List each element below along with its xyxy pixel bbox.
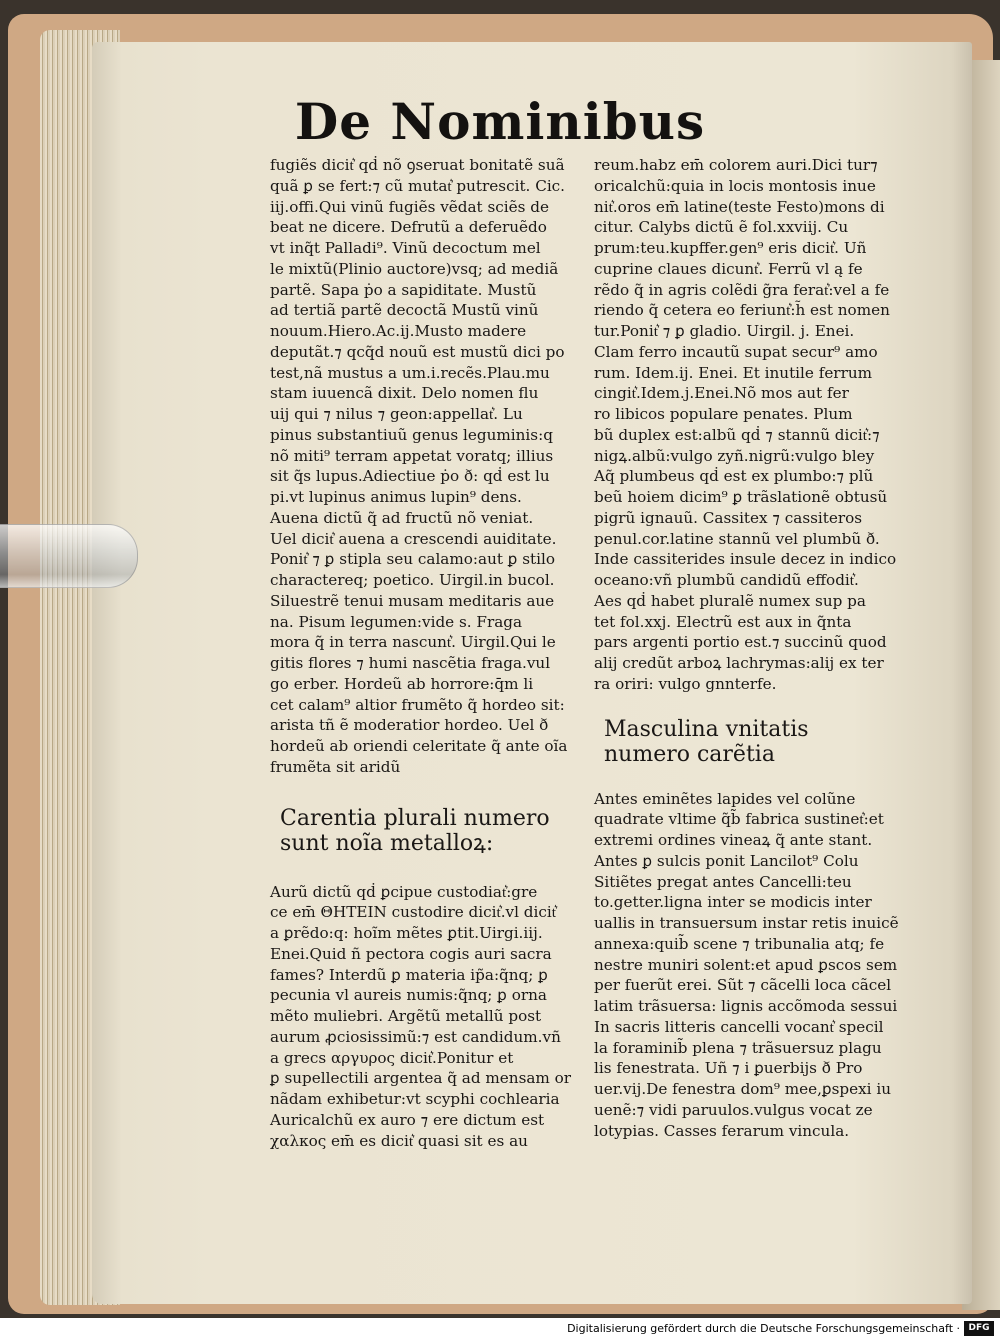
text-line: annexa:quib̃ scene ⁊ tribunalia atq; fe — [594, 934, 885, 953]
text-line: Enei.Quid ñ pectora cogis auri sacra — [270, 944, 552, 963]
text-line: prum:teu.kupffer.gen⁹ eris dicit͛. Uñ — [594, 239, 867, 257]
text-line: Inde cassiterides insule decez in indico — [594, 550, 897, 569]
text-line: sit q̃s lupus.Adiectiue ṗo ð: qḋ est lu — [270, 467, 550, 486]
text-line: uallis in transuersum instar retis inuicẽ — [594, 914, 899, 932]
text-line: vt inq̃t Palladi⁹. Vinũ decoctum mel — [270, 239, 541, 257]
text-line: cet calam⁹ altior frumẽto q̃ hordeo sit: — [270, 695, 565, 714]
text-line: nigꝝ.albũ:vulgo zyñ.nigrũ:vulgo bley — [594, 446, 875, 465]
text-line: quadrate vltime q̃b̃ fabrica sustinet͛:et — [594, 810, 884, 829]
text-line: pecunia vl aureis numis:q̃nq; ꝑ orna — [270, 986, 547, 1005]
text-line: Siluestrẽ tenui musam meditaris aue — [270, 591, 555, 610]
text-line: Auricalchũ ex auro ⁊ ere dictum est — [270, 1110, 545, 1129]
text-line: fames? Interdũ ꝑ materia ip̃a:q̃nq; ꝑ — [270, 965, 548, 984]
text-line: tur.Ponit͛ ⁊ ꝑ gladio. Uirgil. j. Enei. — [594, 322, 855, 340]
text-line: Sitiẽtes pregat antes Cancelli:teu — [594, 872, 852, 891]
text-line: quã ꝑ se fert:⁊ cũ mutat͛ putrescit. Cic. — [270, 176, 566, 195]
text-line: ad tertiã partẽ decoctã Mustũ vinũ — [270, 301, 539, 320]
text-line: beũ hoiem dicim⁹ ꝑ trãslationẽ obtusũ — [594, 488, 888, 506]
text-line: le mixtũ(Plinio auctore)vsq; ad mediã — [270, 259, 559, 278]
text-line: to.getter.ligna inter se modicis inter — [594, 893, 872, 912]
text-line: ꝑ supellectili argentea q̃ ad mensam or — [270, 1069, 572, 1088]
text-line: per fuerũt erei. Sũt ⁊ cãcelli loca cãcel — [594, 976, 892, 995]
text-line: tet fol.xxj. Electrũ est aux in q̃nta — [594, 612, 852, 631]
text-line: deputãt.⁊ qcq̃d nouũ est mustũ dici po — [270, 342, 565, 361]
text-line: Clam ferro incautũ supat secur⁹ amo — [594, 342, 878, 361]
text-line: na. Pisum legumen:vide s. Fraga — [270, 612, 523, 631]
text-line: ce em̄ ΘΗΤΕΙΝ custodire dicit͛.vl dicit͛ — [270, 903, 556, 922]
text-line: Auena dictũ q̃ ad fructũ nõ veniat. — [270, 508, 534, 527]
text-line: hordeũ ab oriendi celeritate q̃ ante oĩa — [270, 737, 568, 755]
text-line: la foraminib̃ plena ⁊ trãsuersuz plagu — [594, 1038, 882, 1057]
text-line: Aq̃ plumbeus qḋ est ex plumbo:⁊ plũ — [594, 467, 874, 486]
text-line: latim trãsuersa: lignis accõmoda sessui — [594, 997, 898, 1015]
right-column — [594, 155, 908, 1141]
text-line: citur. Calybs dictũ ẽ fol.xxviij. Cu — [594, 218, 849, 237]
text-line: uer.vij.De fenestra dom⁹ mee,ꝑspexi iu — [594, 1080, 891, 1098]
section-heading: sunt noĩa metalloꝝ: — [280, 830, 494, 856]
text-line: nouum.Hiero.Ac.ij.Musto madere — [270, 322, 527, 340]
text-line: rẽdo q̃ in agris colẽdi g̃ra ferat͛:vel a fe — [594, 280, 890, 299]
text-line: mẽto muliebri. Argẽtũ metallũ post — [270, 1007, 542, 1025]
text-line: uenẽ:⁊ vidi paruulos.vulgus vocat ze — [594, 1100, 873, 1119]
text-line: reum.habz em̄ colorem auri.Dici tur⁊ — [594, 156, 878, 174]
page-header: De Nominibus — [294, 92, 706, 151]
text-line: cuprine claues dicunt͛. Ferrũ vl ą fe — [594, 259, 863, 278]
text-line: lotypias. Casses ferarum vincula. — [594, 1121, 850, 1140]
section-heading: numero carẽtia — [604, 741, 775, 767]
text-line: gitis flores ⁊ humi nascẽtia fraga.vul — [270, 654, 551, 672]
text-line: ro libicos populare penates. Plum — [594, 405, 853, 423]
text-line: lis fenestrata. Uñ ⁊ i ꝑuerbijs ð Pro — [594, 1059, 863, 1078]
text-line: Aurũ dictũ qḋ ꝑcipue custodiat͛:gre — [270, 882, 538, 901]
text-line: extremi ordines vineaꝝ q̃ ante stant. — [594, 831, 873, 849]
text-line: Aes qḋ habet pluralẽ numex sup pa — [594, 591, 866, 610]
text-line: ra oriri: vulgo gnnterfe. — [594, 674, 777, 693]
text-line: uij qui ⁊ nilus ⁊ geon:appellat͛. Lu — [270, 405, 523, 423]
text-line: cingit͛.Idem.j.Enei.Nõ mos aut fer — [594, 384, 849, 403]
spacer — [594, 695, 908, 717]
text-line: go erber. Hordeũ ab horrore:q̄m li — [270, 674, 534, 693]
text-line: Uel dicit͛ auena a crescendi auiditate. — [270, 529, 557, 548]
text-line: fugiẽs dicit͛ qḋ nõ ꝯseruat bonitatẽ suã — [270, 156, 565, 174]
text-line: χαλκος em̄ es dicit͛ quasi sit es au — [270, 1131, 528, 1150]
text-line: nestre muniri solent:et apud ꝑscos sem — [594, 955, 898, 974]
text-line: In sacris litteris cancelli vocant͛ specil — [594, 1017, 884, 1036]
text-line: mora q̃ in terra nascunt͛. Uirgil.Qui le — [270, 633, 556, 652]
text-line: rum. Idem.ij. Enei. Et inutile ferrum — [594, 363, 873, 382]
spacer — [270, 856, 586, 882]
text-line: Antes eminẽtes lapides vel colũne — [594, 789, 856, 808]
section-heading: Carentia plurali numero — [280, 805, 550, 831]
text-line: test,nã mustus a um.i.recẽs.Plau.mu — [270, 363, 550, 382]
text-line: partẽ. Sapa ṗo a sapiditate. Mustũ — [270, 280, 537, 299]
dfg-logo: DFG — [964, 1321, 994, 1336]
text-line: nit͛.oros em̄ latine(teste Festo)mons di — [594, 197, 885, 216]
text-line: nõ miti⁹ terram appetat voratq; illius — [270, 446, 554, 465]
text-line: frumẽta sit aridũ — [270, 757, 401, 776]
text-line: alij credũt arboꝝ lachrymas:alij ex ter — [594, 654, 884, 672]
text-line: pinus substantiuũ genus leguminis:q — [270, 425, 553, 444]
text-line: charactereq; poetico. Uirgil.in bucol. — [270, 571, 555, 589]
text-line: aurum ꝓciosissimũ:⁊ est candidum.vñ — [270, 1027, 561, 1046]
text-line: pigrũ ignauũ. Cassitex ⁊ cassiteros — [594, 508, 863, 527]
section-heading: Masculina vnitatis — [604, 716, 809, 742]
spacer — [594, 767, 908, 789]
glass-weight — [0, 524, 138, 588]
spacer — [270, 778, 586, 806]
footer-credit: Digitalisierung gefördert durch die Deutsche Forschungsgemeinschaft · — [567, 1322, 960, 1335]
text-line: beat ne dicere. Defrutũ a deferuẽdo — [270, 218, 547, 237]
text-line: Ponit͛ ⁊ ꝑ stipla seu calamo:aut ꝑ stilo — [270, 550, 556, 569]
text-line: nãdam exhibetur:vt scyphi cochlearia — [270, 1090, 560, 1108]
left-column — [270, 155, 586, 1151]
footer-bar — [0, 1318, 1000, 1340]
text-line: pi.vt lupinus animus lupin⁹ dens. — [270, 488, 522, 506]
text-line: stam iuuencã dixit. Delo nomen flu — [270, 384, 539, 403]
text-line: iij.offi.Qui vinũ fugiẽs vẽdat sciẽs de — [270, 197, 549, 216]
text-line: riendo q̃ cetera eo feriunt͛:h̃ est nomen — [594, 301, 890, 320]
text-line: arista tñ ẽ moderatior hordeo. Uel ð — [270, 716, 549, 735]
text-line: a ꝑrẽdo:q: hoĩm mẽtes ꝑtit.Uirgi.iij. — [270, 924, 543, 942]
text-line: a grecs αργυρος dicit͛.Ponitur et — [270, 1048, 514, 1067]
text-line: penul.cor.latine stannũ vel plumbũ ð. — [594, 529, 880, 548]
text-line: oricalchũ:quia in locis montosis inue — [594, 176, 876, 195]
text-line: oceano:vñ plumbũ candidũ effodit͛. — [594, 571, 859, 589]
text-line: Antes ꝑ sulcis ponit Lancilot⁹ Colu — [594, 851, 859, 870]
text-line: bũ duplex est:albũ qḋ ⁊ stannũ dicit͛:⁊ — [594, 425, 880, 444]
text-line: pars argenti portio est.⁊ succinũ quod — [594, 633, 887, 652]
